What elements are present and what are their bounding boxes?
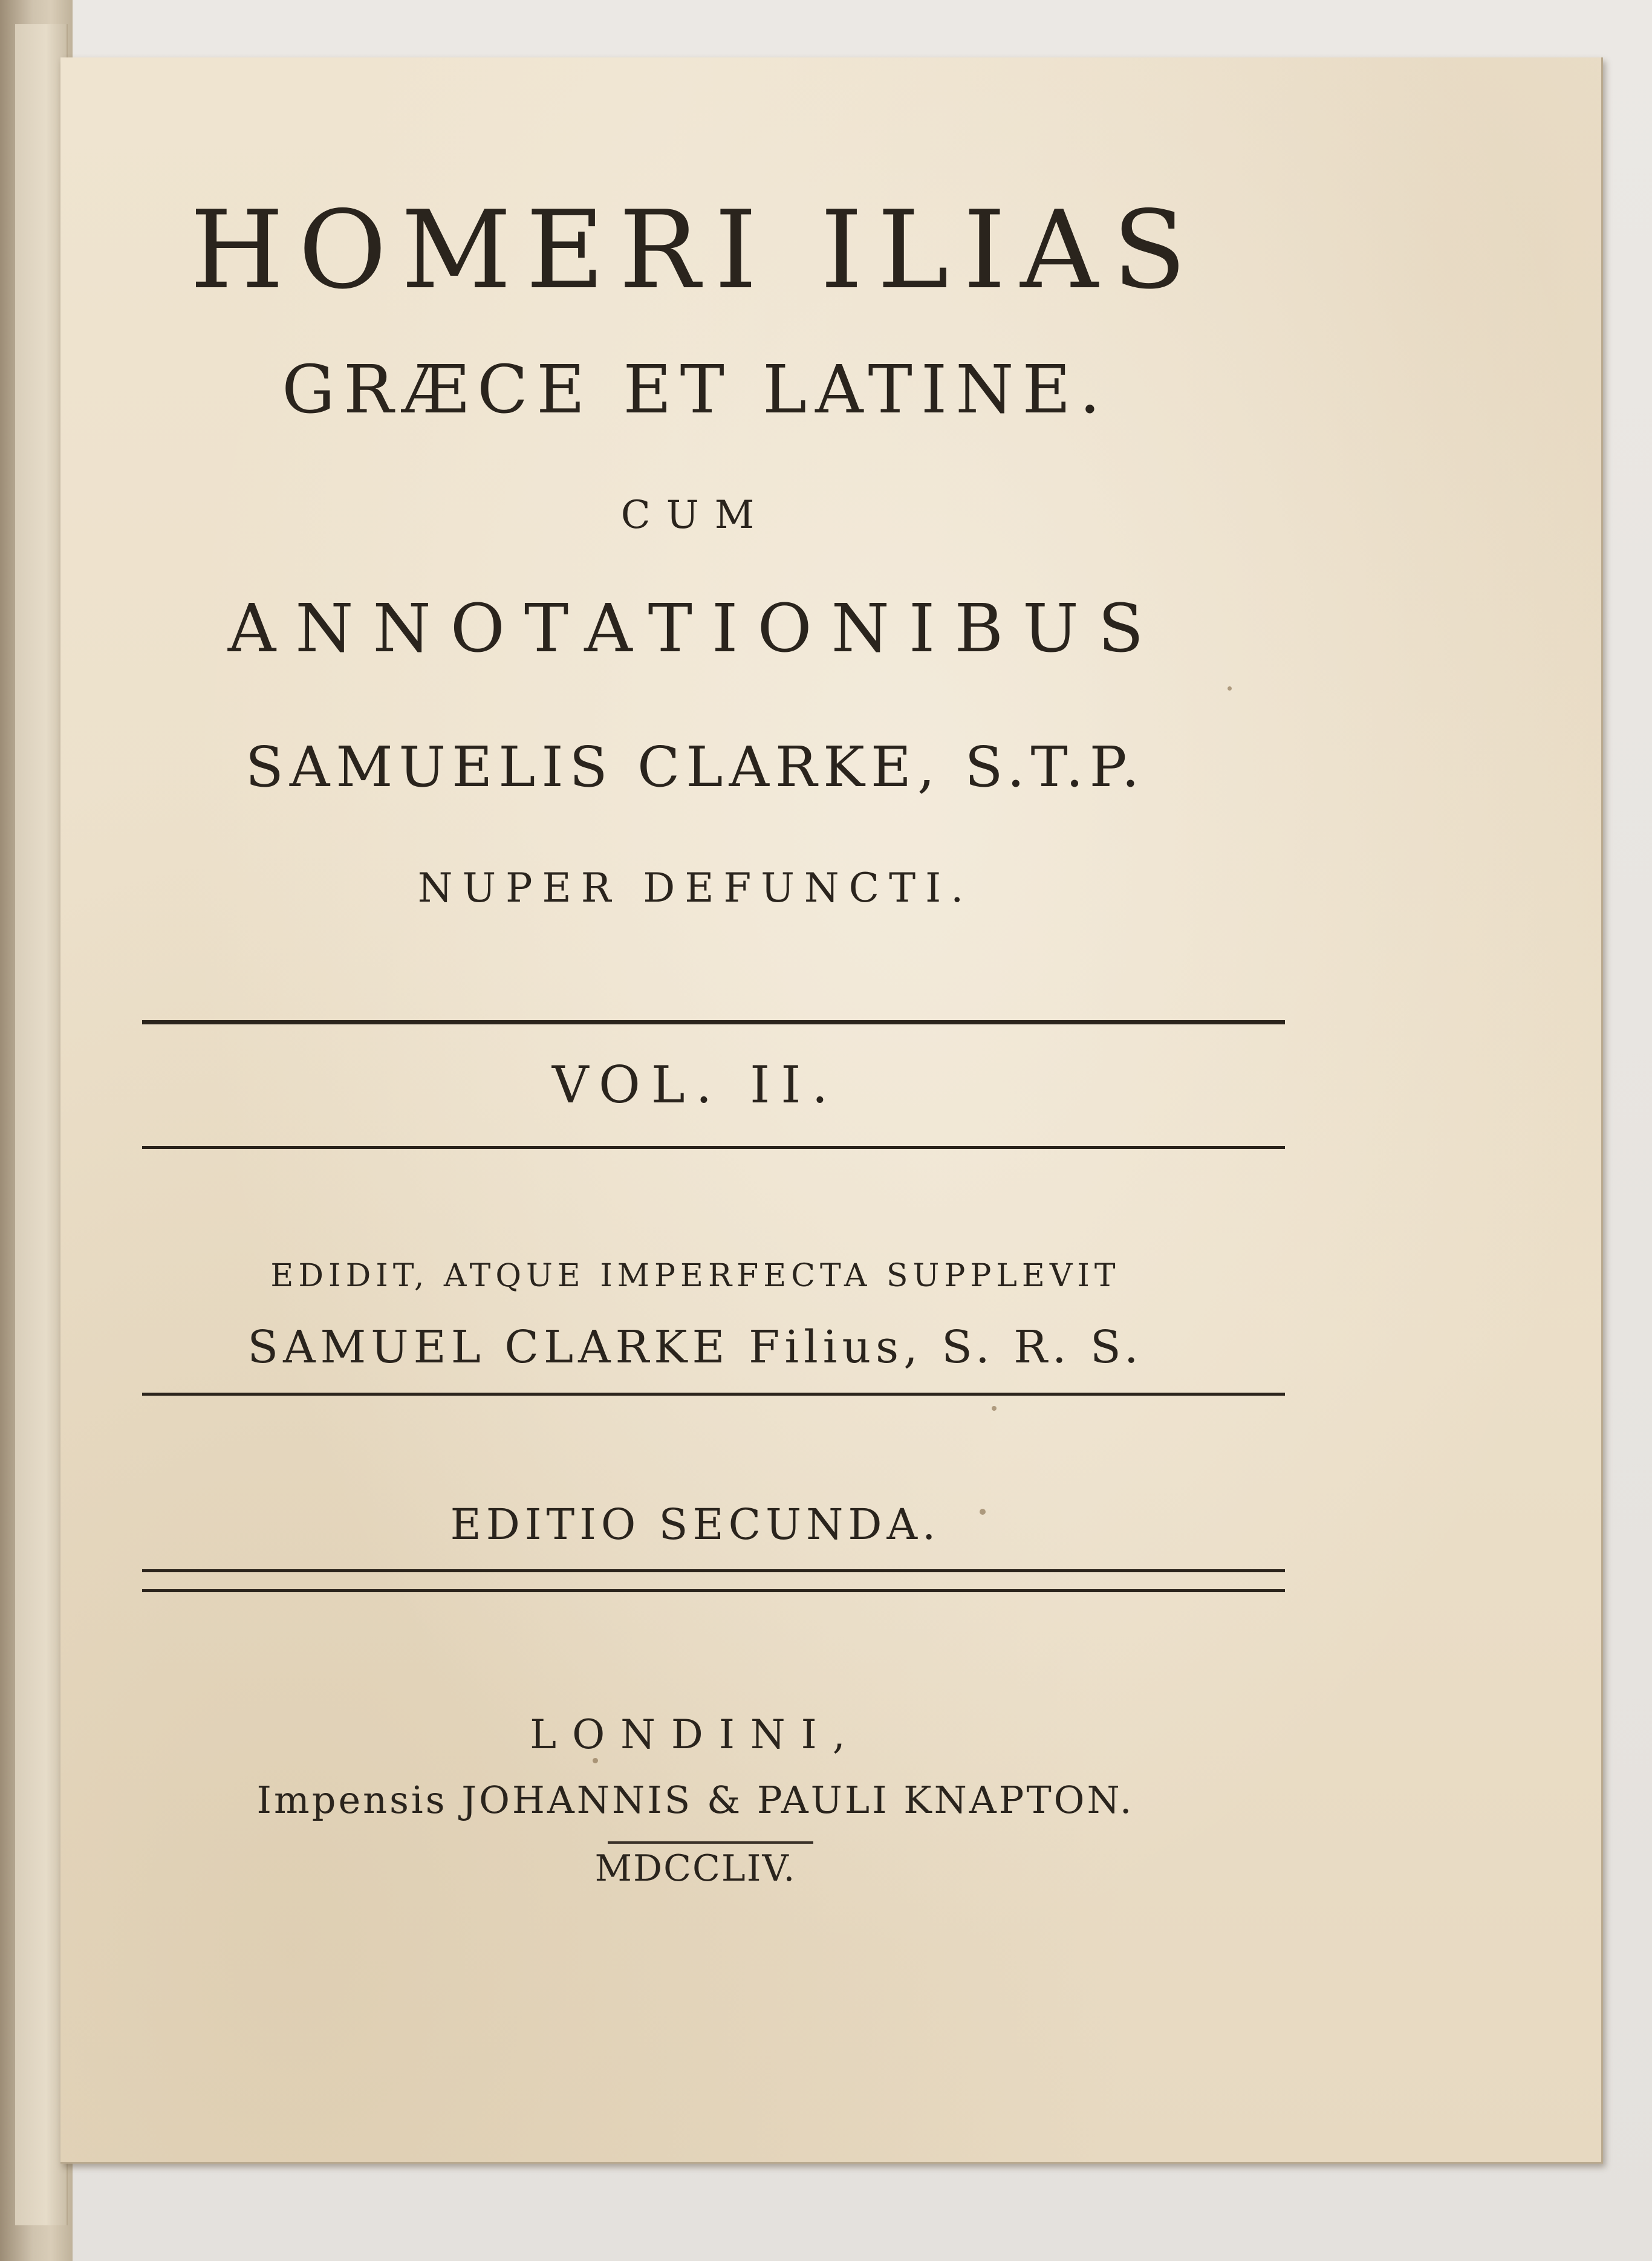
divider-rule <box>142 1146 1285 1149</box>
imprint-place: LONDINI, <box>530 1711 861 1758</box>
author-name: SAMUELIS CLARKE, S.T.P. <box>245 735 1146 799</box>
editor-name: SAMUEL CLARKE Filius, S. R. S. <box>247 1321 1143 1373</box>
foxing-spot <box>593 1758 598 1763</box>
volume-number: VOL. II. <box>551 1055 839 1114</box>
cum-text: CUM <box>620 493 770 538</box>
foxing-spot <box>992 1406 997 1411</box>
divider-rule <box>142 1020 1285 1024</box>
deceased-note: NUPER DEFUNCTI. <box>417 865 974 911</box>
title-page-content <box>60 57 1601 2162</box>
imprint-publisher: Impensis JOHANNIS & PAULI KNAPTON. <box>256 1778 1134 1822</box>
double-rule-bottom <box>142 1589 1285 1592</box>
left-page-edge <box>15 24 68 2225</box>
foxing-spot <box>1228 686 1232 691</box>
book-subtitle: GRÆCE ET LATINE. <box>282 351 1109 428</box>
title-page <box>60 57 1603 2164</box>
imprint-year: MDCCLIV. <box>594 1847 796 1890</box>
editor-line: EDIDIT, ATQUE IMPERFECTA SUPPLEVIT <box>270 1258 1120 1294</box>
edition-text: EDITIO SECUNDA. <box>450 1500 941 1549</box>
annotations-text: ANNOTATIONIBUS <box>227 590 1163 667</box>
foxing-spot <box>980 1509 986 1515</box>
double-rule-top <box>142 1569 1285 1572</box>
book-title: HOMERI ILIAS <box>190 187 1201 313</box>
divider-rule <box>142 1393 1285 1396</box>
date-rule <box>608 1841 813 1844</box>
